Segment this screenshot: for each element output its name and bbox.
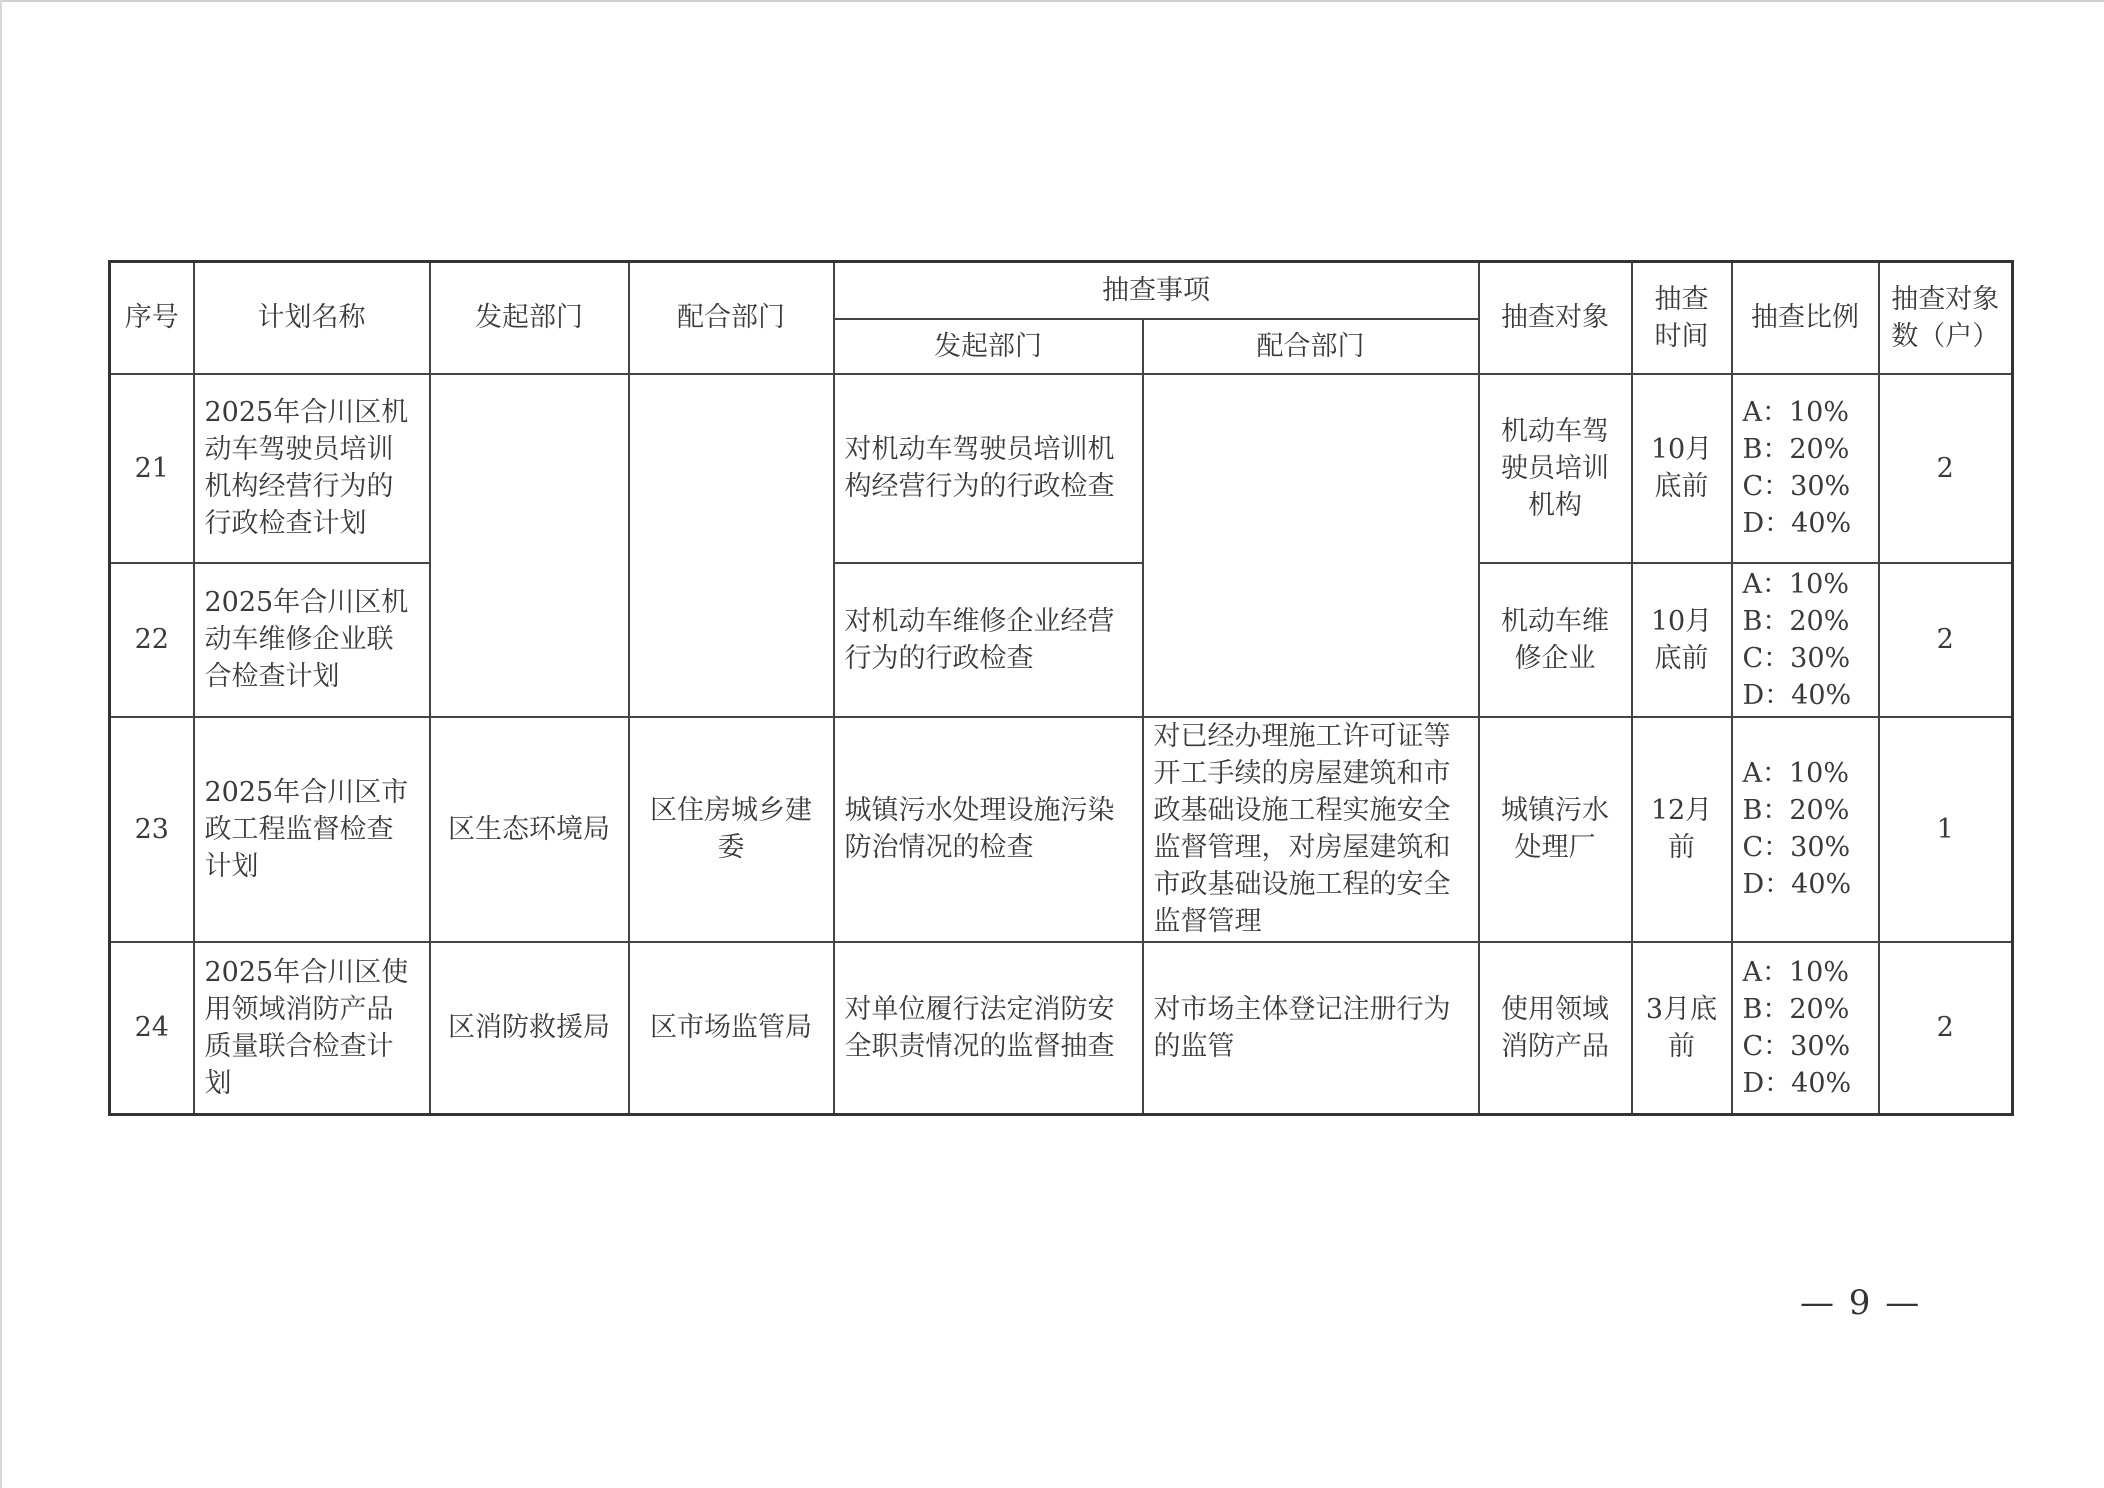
row-time: 10月底前 <box>1632 374 1732 563</box>
row-plan-name: 2025年合川区机动车驾驶员培训机构经营行为的行政检查计划 <box>194 374 430 563</box>
row-plan-name: 2025年合川区机动车维修企业联合检查计划 <box>194 563 430 717</box>
inspection-plan-table <box>108 260 2014 1116</box>
ratio-b: B：20% <box>1742 993 1850 1025</box>
row-ratio <box>1732 374 1879 563</box>
table-row <box>110 374 2013 563</box>
row-plan-name: 2025年合川区市政工程监督检查计划 <box>194 717 430 942</box>
row-cooperating-dept-empty <box>629 374 834 717</box>
row-target: 城镇污水处理厂 <box>1479 717 1632 942</box>
row-initiating-dept: 区生态环境局 <box>430 717 629 942</box>
row-ratio <box>1732 717 1879 942</box>
row-time: 10月底前 <box>1632 563 1732 717</box>
ratio-a: A：10% <box>1742 397 1850 428</box>
ratio-d: D：40% <box>1742 679 1852 711</box>
row-item-initiating: 对机动车维修企业经营行为的行政检查 <box>834 563 1143 717</box>
header-ratio: 抽查比例 <box>1732 262 1879 374</box>
row-item-initiating: 城镇污水处理设施污染防治情况的检查 <box>834 717 1143 942</box>
ratio-d: D：40% <box>1742 869 1852 900</box>
row-ratio <box>1732 563 1879 717</box>
ratio-a: A：10% <box>1742 758 1850 789</box>
header-cooperating-dept: 配合部门 <box>629 262 834 374</box>
header-time: 抽查时间 <box>1632 262 1732 374</box>
ratio-b: B：20% <box>1742 605 1850 637</box>
row-plan-name: 2025年合川区使用领域消防产品质量联合检查计划 <box>194 942 430 1115</box>
ratio-d: D：40% <box>1742 508 1852 539</box>
ratio-c: C：30% <box>1742 642 1851 674</box>
row-time: 12月前 <box>1632 717 1732 942</box>
page-edge-left <box>0 0 2 1488</box>
row-count: 1 <box>1879 717 2013 942</box>
ratio-b: B：20% <box>1742 434 1850 465</box>
row-initiating-dept: 区消防救援局 <box>430 942 629 1115</box>
table-row <box>110 942 2013 1115</box>
row-cooperating-dept: 区住房城乡建委 <box>629 717 834 942</box>
row-initiating-dept-empty <box>430 374 629 717</box>
row-count: 2 <box>1879 942 2013 1115</box>
row-time: 3月底前 <box>1632 942 1732 1115</box>
header-items-initiating: 发起部门 <box>834 319 1143 374</box>
header-initiating-dept: 发起部门 <box>430 262 629 374</box>
header-items-cooperating: 配合部门 <box>1143 319 1479 374</box>
ratio-a: A：10% <box>1742 956 1850 988</box>
row-item-cooperating-empty <box>1143 374 1479 717</box>
row-seq: 23 <box>110 717 194 942</box>
row-target: 机动车驾驶员培训机构 <box>1479 374 1632 563</box>
header-seq: 序号 <box>110 262 194 374</box>
row-count: 2 <box>1879 563 2013 717</box>
header-inspection-items: 抽查事项 <box>834 262 1479 319</box>
row-cooperating-dept: 区市场监管局 <box>629 942 834 1115</box>
ratio-c: C：30% <box>1742 832 1851 863</box>
ratio-d: D：40% <box>1742 1067 1852 1099</box>
row-item-initiating: 对机动车驾驶员培训机构经营行为的行政检查 <box>834 374 1143 563</box>
page-number: — 9 — <box>1800 1283 1922 1323</box>
ratio-b: B：20% <box>1742 795 1850 826</box>
row-item-cooperating: 对市场主体登记注册行为的监管 <box>1143 942 1479 1115</box>
row-item-cooperating: 对已经办理施工许可证等开工手续的房屋建筑和市政基础设施工程实施安全监督管理，对房屋建筑和市政基础设施工程的安全监督管理 <box>1143 717 1479 942</box>
row-ratio <box>1732 942 1879 1115</box>
ratio-a: A：10% <box>1742 568 1850 600</box>
table-row <box>110 717 2013 942</box>
table-row <box>110 563 2013 717</box>
row-target: 机动车维修企业 <box>1479 563 1632 717</box>
header-count: 抽查对象数（户） <box>1879 262 2013 374</box>
ratio-c: C：30% <box>1742 471 1851 502</box>
header-plan-name: 计划名称 <box>194 262 430 374</box>
page-edge-top <box>0 0 2104 2</box>
ratio-c: C：30% <box>1742 1030 1851 1062</box>
row-count: 2 <box>1879 374 2013 563</box>
row-target: 使用领域消防产品 <box>1479 942 1632 1115</box>
row-item-initiating: 对单位履行法定消防安全职责情况的监督抽查 <box>834 942 1143 1115</box>
row-seq: 22 <box>110 563 194 717</box>
header-target: 抽查对象 <box>1479 262 1632 374</box>
row-seq: 21 <box>110 374 194 563</box>
row-seq: 24 <box>110 942 194 1115</box>
